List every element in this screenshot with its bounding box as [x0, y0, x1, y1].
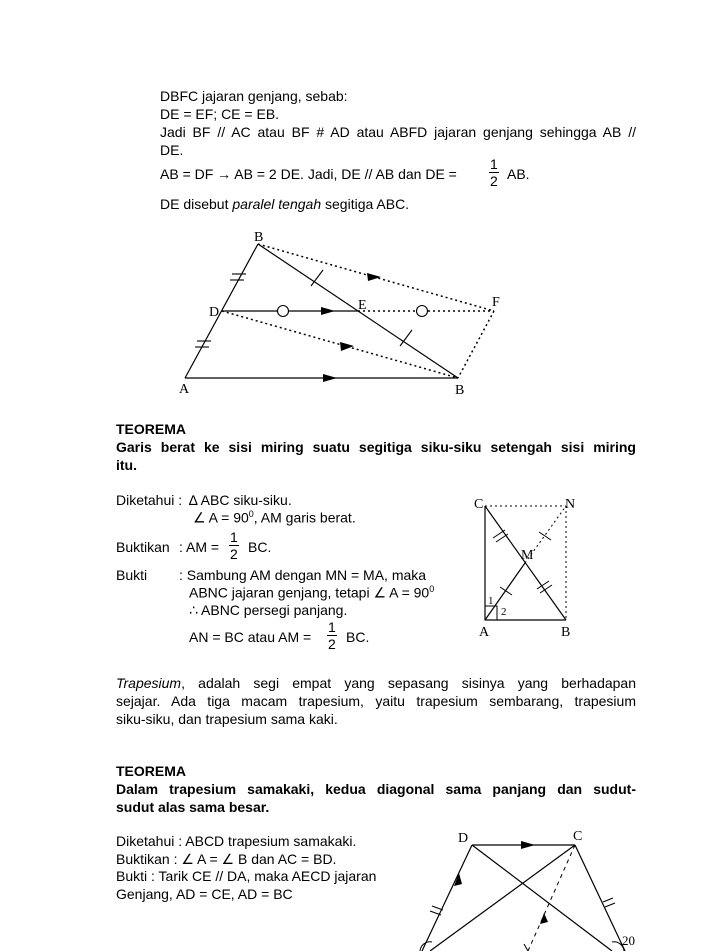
theorem-1-statement-2: itu. [116, 457, 137, 473]
label-a: A [179, 382, 190, 397]
bukti-label: Bukti [116, 567, 148, 583]
intro-line-5-end: AB. [507, 166, 530, 182]
diketahui-2-text: ∠ A = 90 [193, 509, 249, 526]
label-a: A [479, 625, 490, 640]
theorem-2-bukti-2: Genjang, AD = CE, AD = BC [116, 886, 293, 902]
fraction-numerator: 1 [328, 619, 336, 635]
diketahui-label: Diketahui : [116, 492, 183, 508]
theorem-2-diketahui: Diketahui : ABCD trapesium samakaki. [116, 833, 357, 849]
arrow-ce [540, 913, 548, 924]
label-d: D [458, 831, 469, 846]
intro-line-2: DE = EF; CE = EB. [160, 106, 280, 122]
theorem-2-buktikan: Buktikan : ∠ A = ∠ B dan AC = BD. [116, 851, 337, 867]
label-f: F [492, 295, 500, 310]
buktikan-text: : AM = [179, 539, 220, 555]
degree-sup: 0 [248, 509, 254, 519]
intro-line-6-tail: segitiga ABC. [321, 196, 410, 212]
label-n: N [565, 497, 576, 512]
label-d: D [209, 305, 220, 320]
tick-ce [524, 944, 528, 951]
trapesium-line-2: sejajar. Ada tiga macam trapesium, yaitu trapesium sembarang, trapesium [116, 693, 636, 709]
label-c: C [474, 497, 484, 512]
paralel-tengah-term: paralel tengah [232, 196, 322, 212]
theorem-2-statement-2: sudut alas sama besar. [116, 799, 270, 815]
theorem-2-statement-1: Dalam trapesium samakaki, kedua diagonal sama panjang dan sudut- [116, 781, 636, 797]
label-m: M [521, 548, 534, 563]
label-angle-1: 1 [488, 595, 494, 607]
intro-line-5-text: AB = DF → AB = 2 DE. Jadi, DE // AB dan DE = [160, 166, 457, 182]
fraction-denominator: 2 [490, 173, 498, 189]
diketahui-1: ∆ ABC siku-siku. [189, 492, 292, 508]
theorem-2-heading: TEOREMA [116, 763, 186, 779]
segment-ce [528, 845, 575, 951]
theorem-1-heading: TEOREMA [116, 421, 186, 437]
bukti-3: ∴ ABNC persegi panjang. [189, 602, 348, 618]
label-angle-2: 2 [501, 606, 507, 618]
label-b-bottom: B [455, 383, 465, 398]
tick-da-2 [432, 906, 443, 910]
fraction-numerator: 1 [490, 156, 498, 172]
intro-line-4: DE. [160, 142, 184, 158]
buktikan-label: Buktikan [116, 539, 170, 555]
fraction-denominator: 2 [328, 636, 336, 652]
label-b-top: B [254, 230, 264, 245]
arrow-dc [521, 841, 535, 849]
trapesium-term: Trapesium [116, 675, 182, 691]
bukti-4-end: BC. [346, 629, 370, 645]
bukti-4: AN = BC atau AM = [189, 629, 312, 645]
intro-line-6-text: DE disebut [160, 196, 233, 212]
label-c: C [573, 829, 583, 844]
tick-cb-2 [605, 903, 615, 907]
trapesium-line-3: siku-siku, dan trapesium sama kaki. [116, 711, 338, 727]
bukti-1: : Sambung AM dengan MN = MA, maka [179, 567, 427, 583]
theorem-2-bukti-1: Bukti : Tarik CE // DA, maka AECD jajaran [116, 868, 377, 884]
side-cb [575, 845, 625, 951]
tick-cb-1 [603, 898, 613, 902]
theorem-1-statement-1: Garis berat ke sisi miring suatu segitiga siku-siku setengah sisi miring [116, 439, 636, 455]
label-b: B [561, 625, 571, 640]
trapesium-line-1-text: , adalah segi empat yang sepasang sisinya yang berhadapan [181, 675, 636, 691]
diketahui-2-tail: , AM garis berat. [253, 509, 356, 526]
fraction-numerator: 1 [230, 529, 238, 545]
diagonal-db [472, 845, 612, 951]
label-e: E [358, 298, 367, 313]
page-number: 20 [622, 933, 635, 948]
fraction-denominator: 2 [230, 546, 238, 562]
bukti-2-text: ABNC jajaran genjang, tetapi ∠ A = 90 [189, 584, 430, 601]
buktikan-end: BC. [248, 539, 272, 555]
side-da [422, 845, 472, 951]
intro-line-3: Jadi BF // AC atau BF # AD atau ABFD jajaran genjang sehingga AB // [160, 124, 636, 140]
diagonal-ac [430, 845, 575, 951]
intro-line-1: DBFC jajaran genjang, sebab: [160, 88, 348, 104]
degree-sup: 0 [429, 584, 435, 594]
